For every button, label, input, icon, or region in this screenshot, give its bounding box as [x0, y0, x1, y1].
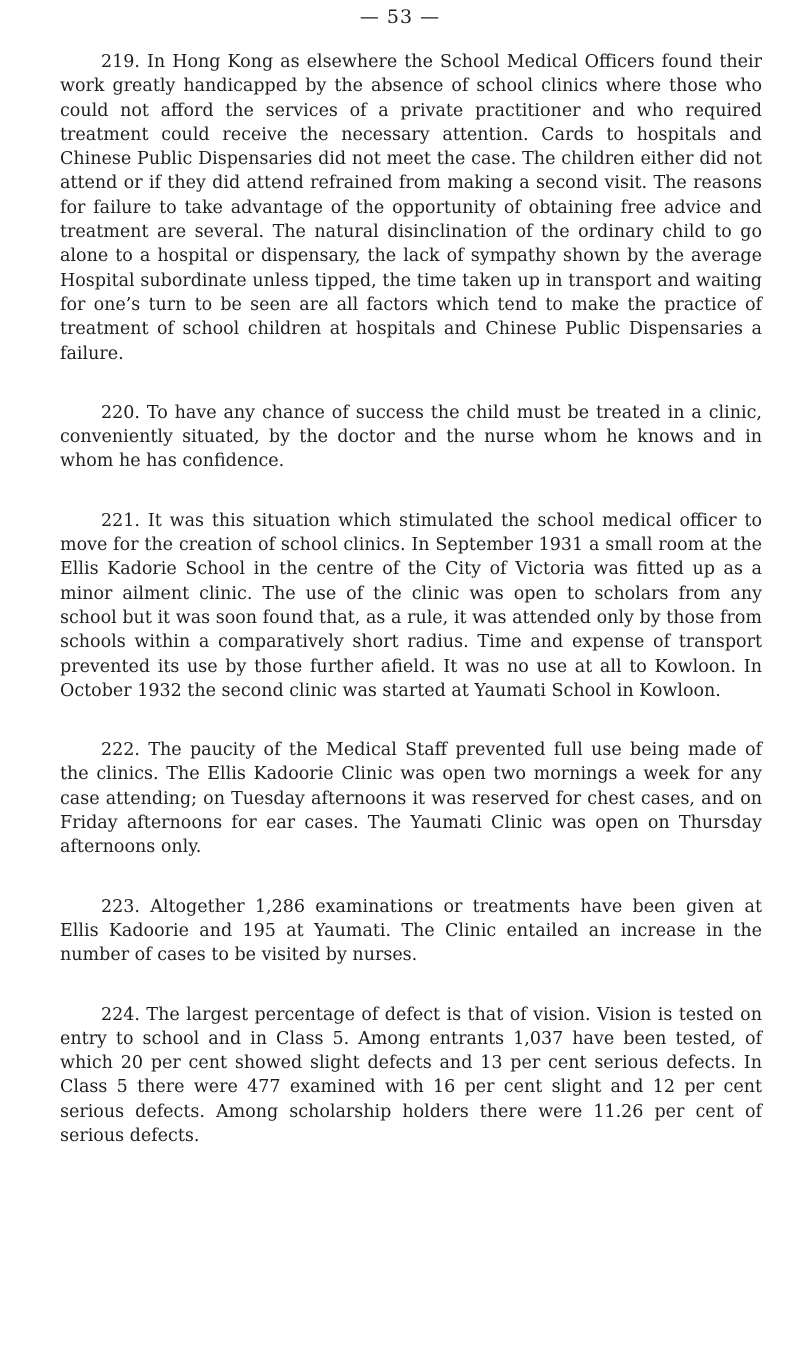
paragraph-text: The paucity of the Medical Staff prevented full use being made of the clinics. The Ellis Kadoorie Clinic was open two mornings a week for any case attending; on Tuesday afternoons it was reserved for chest cases, and on Friday afternoons for ear cases. The Yaumati Clinic was open on Thursday afternoons only.: [60, 740, 762, 858]
paragraph-221: [60, 509, 762, 703]
paragraph-text: In Hong Kong as elsewhere the School Medical Officers found their work greatly handicapped by the absence of school clinics where those who could not afford the services of a private practitioner and who required treatment could receive the necessary attention. Cards to hospitals and Chinese Public Dispensaries did not meet the case. The children either did not attend or if they did attend refrained from making a second visit. The reasons for failure to take advantage of the opportunity of obtaining free advice and treatment are several. The natural disinclination of the ordinary child to go alone to a hospital or dispensary, the lack of sympathy shown by the average Hospital subordinate unless tipped, the time taken up in transport and waiting for one’s turn to be seen are all factors which tend to make the practice of treatment of school children at hospitals and Chinese Public Dispensaries a failure.: [60, 52, 762, 364]
paragraph-number: 221.: [101, 510, 140, 531]
paragraph-list: [60, 50, 762, 1183]
paragraph-220: [60, 401, 762, 474]
paragraph-text: To have any chance of success the child must be treated in a clinic, conveniently situated, by the doctor and the nurse whom he knows and in whom he has confidence.: [60, 402, 762, 472]
paragraph-text: Altogether 1,286 examinations or treatments have been given at Ellis Kadoorie and 195 at Yaumati. The Clinic entailed an increase in the number of cases to be visited by nurses.: [60, 896, 762, 966]
paragraph-number: 220.: [101, 402, 140, 423]
paragraph-text: The largest percentage of defect is that of vision. Vision is tested on entry to school and in Class 5. Among entrants 1,037 have been tested, of which 20 per cent showed slight defects and 13 per cent serious defects. In Class 5 there were 477 examined with 16 per cent slight and 12 per cent serious defects. Among scholarship holders there were 11.26 per cent of serious defects.: [60, 1004, 762, 1146]
paragraph-219: [60, 50, 762, 366]
paragraph-223: [60, 895, 762, 968]
paragraph-224: [60, 1003, 762, 1149]
paragraph-number: 222.: [101, 740, 140, 761]
paragraph-text: It was this situation which stimulated the school medical officer to move for the creation of school clinics. In September 1931 a small room at the Ellis Kadorie School in the centre of the City of Victoria was fitted up as a minor ailment clinic. The use of the clinic was open to scholars from any school but it was soon found that, as a rule, it was attended only by those from schools within a comparatively short radius. Time and expense of transport prevented its use by those further afield. It was no use at all to Kowloon. In October 1932 the second clinic was started at Yaumati School in Kowloon.: [60, 510, 762, 701]
paragraph-number: 224.: [101, 1004, 140, 1025]
paragraph-number: 223.: [101, 896, 140, 917]
page-number: — 53 —: [359, 6, 441, 28]
paragraph-number: 219.: [101, 52, 140, 72]
paragraph-222: [60, 738, 762, 859]
